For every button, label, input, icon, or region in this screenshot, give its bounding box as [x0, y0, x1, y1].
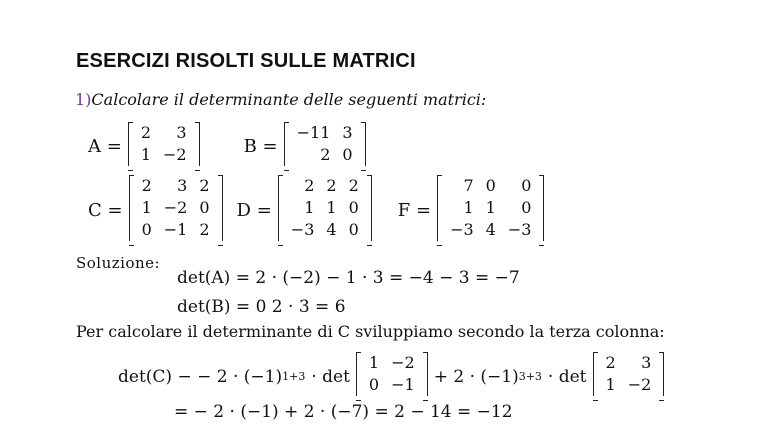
exercise-number: 1): [75, 90, 92, 109]
solution-heading: Soluzione:: [76, 254, 161, 272]
det-c-det-2: · det: [547, 366, 587, 387]
matrix-f-label: F =: [397, 200, 432, 221]
det-c-det-1: · det: [311, 366, 350, 387]
matrix-a-label: A =: [88, 136, 122, 157]
det-c-exponent-2: 3+3: [518, 370, 542, 383]
det-c-minor-2: 2 3 1 −2: [593, 352, 665, 401]
matrix-c: [129, 175, 223, 246]
det-c-minor-1: 1 −2 0 −1: [356, 352, 428, 401]
matrix-c-table: 2 3 2 1 −2 0 0 −1 2: [141, 176, 210, 239]
matrix-a: [128, 122, 200, 171]
det-c-middle: + 2 · (−1): [433, 366, 519, 387]
solution-paragraph: Per calcolare il determinante di C sviluppiamo secondo la terza colonna:: [76, 322, 665, 341]
det-c-result: = − 2 · (−1) + 2 · (−7) = 2 − 14 = −12: [174, 402, 513, 422]
matrix-c-label: C =: [88, 200, 123, 221]
det-c-exponent-1: 1+3: [282, 370, 306, 383]
matrix-d-table: 2 2 2 1 1 0 −3 4 0: [290, 176, 359, 239]
det-c-equation: [118, 352, 664, 401]
matrix-b-table: −11 3 2 0: [296, 123, 353, 164]
det-c-prefix: det(C) − − 2 · (−1): [118, 366, 283, 387]
matrix-f-table: 7 0 0 1 1 0 −3 4 −3: [450, 176, 532, 239]
page-title: ESERCIZI RISOLTI SULLE MATRICI: [76, 50, 416, 72]
exercise-prompt: [75, 90, 486, 109]
matrix-row-ab: [88, 122, 366, 171]
matrix-row-cdf: [88, 175, 544, 246]
matrix-a-table: 2 3 1 −2: [140, 123, 187, 164]
exercise-text: Calcolare il determinante delle seguenti matrici:: [91, 90, 487, 109]
matrix-f: [437, 175, 544, 246]
matrix-d: [278, 175, 372, 246]
matrix-d-label: D =: [236, 200, 272, 221]
det-a-equation: det(A) = 2 · (−2) − 1 · 3 = −4 − 3 = −7: [177, 268, 520, 288]
matrix-b-label: B =: [243, 136, 278, 157]
matrix-b: [284, 122, 366, 171]
det-b-equation: det(B) = 0 2 · 3 = 6: [177, 297, 346, 317]
